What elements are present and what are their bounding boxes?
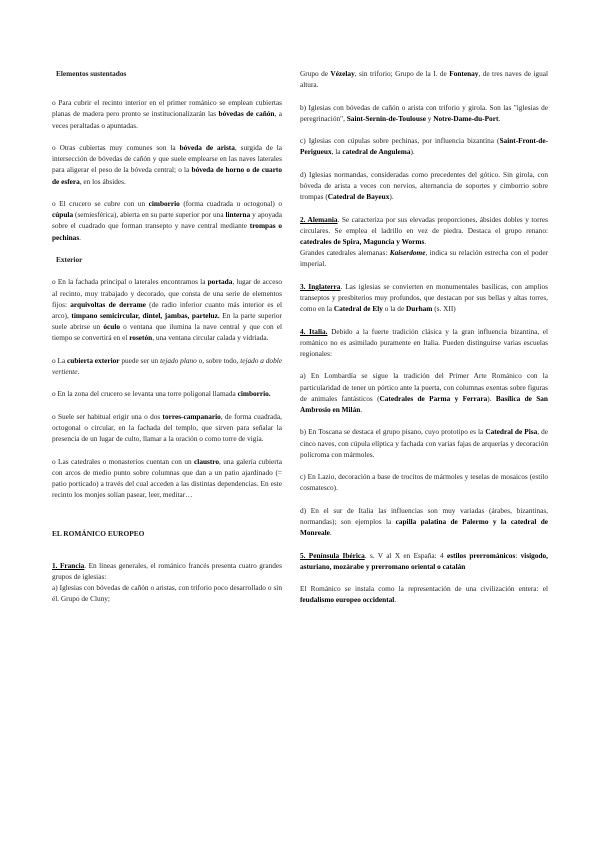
left-column [52,68,282,604]
paragraph-inglaterra: 3. Inglaterra. Las iglesias se convierten en monumentales basílicas, con amplios transeptos y presbiterios muy profundos, que destacan por sus bellas y altas torres, como en la Catedral de Ely o la de Durham (s. XII) [300,281,548,314]
paragraph-catedrales-alemanas: Grandes catedrales alemanas: Kaiserdome, indica su relación estrecha con el poder imperial. [300,248,548,269]
heading-elementos-sustentados: Elementos sustentados [56,69,127,78]
paragraph-francia-d: d) Iglesias normandas, consideradas como precedentes del gótico. Sin girola, con bóveda de arista a veces con nervios, alternancia de soportes y cimborrio sobre trompas (Catedral de Bayeux). [300,169,548,202]
paragraph-italia-d: d) En el sur de Italia las influencias son muy variadas (árabes, bizantinas, normandas); son ejemplos la capilla palatina de Palermo y la catedral de Monreale. [300,505,548,538]
paragraph-boveda-arista: o Otras cubiertas muy comunes son la bóveda de arista, surgida de la intersección de bóvedas de cañón y que suele emplearse en las naves laterales para aligerar el peso de la bóveda central; o la bóveda de horno o de cuarto de esfera, en los ábsides. [52,143,283,186]
right-column [300,68,548,606]
paragraph-cubierta-exterior: o La cubierta exterior puede ser un tejado plano o, sobre todo, tejado a doble vertiente. [52,355,282,376]
paragraph-italia-a: a) En Lombardía se sigue la tradición del Primer Arte Románico con la particularidad de tener un pórtico ante la puerta, con columnas exentas sobre figuras de animales fantásticos (Catedrales de Parma y Ferrara). Basílica de San Ambrosio en Milán. [300,371,548,414]
paragraph-peninsula-iberica: 5. Península Ibérica. s. V al X en España: 4 estilos prerrománicos: visigodo, asturiano, mozárabe y prerromano oriental o catalán [300,550,549,571]
paragraph-cubiertas-interior: o Para cubrir el recinto interior en el primer románico se emplean cubiertas planas de madera pero pronto se institucionalizarán las bóvedas de cañón, a veces peraltadas o apuntadas. [52,98,282,130]
paragraph-francia: 1. Francia. En líneas generales, el románico francés presenta cuatro grandes grupos de iglesias: [52,560,282,581]
paragraph-portada: o En la fachada principal o laterales encontramos la portada, lugar de acceso al recinto, muy trabajado y decorado, que consta de una serie de elementos fijos: arquivoltas de derrame (de radio inferior cuanto más interior es el arco), tímpano semicircular, dintel, jambas, parteluz. En la parte superior suele abrirse un óculo o ventana que ilumina la nave central y que con el tiempo se convertirá en el rosetón, una ventana circular calada y vidriada. [52,277,283,343]
paragraph-francia-c: c) Iglesias con cúpulas sobre pechinas, por influencia bizantina (Saint-Front-de-Perigueux, la catedral de Angulema). [300,136,548,157]
paragraph-italia-b: b) En Toscana se destaca el grupo pisano, cuyo prototipo es la Catedral de Pisa, de cinco naves, con cúpula elíptica y fachada con varias fajas de arquerías y decoración polícroma con mármoles. [300,427,549,459]
paragraph-romanico-civilizacion: El Románico se instala como la representación de una civilización entera: el feudalismo europeo occidental. [300,584,548,605]
paragraph-torres-campanario: o Suele ser habitual erigir una o dos torres-campanario, de forma cuadrada, octogonal o circular, en la fachada del templo, que sirven para señalar la presencia de un lugar de culto, llamar a la oración o como torre de vigía. [52,411,283,444]
paragraph-alemania: 2. Alemania. Se caracteriza por sus elevadas proporciones, ábsides dobles y torres circulares. Se emplea el ladrillo en vez de piedra. Destaca el grupo renano: catedrales de Spira, Maguncia y Worms. [300,214,549,246]
paragraph-torre-poligonal: o En la zona del crucero se levanta una torre poligonal llamada cimborrio. [52,389,271,399]
paragraph-crucero: o El crucero se cubre con un cimborrio (forma cuadrada u octogonal) o cúpula (semiesférica), abierta en su parte superior por una linterna y apoyada sobre el cuadrado que forman transepto y nave central mediante trompas o pechinas. [52,199,283,242]
paragraph-francia-a: a) Iglesias con bóvedas de cañón o aristas, con triforio poco desarrollado o sin él. Grupo de Cluny; [52,583,282,604]
paragraph-claustro: o Las catedrales o monasterios cuentan con un claustro, una galería cubierta con arcos de medio punto sobre columnas que dan a un patio ajardinado (= patio porticado) a través del cual acceden a las distintas dependencias. En este recinto los monjes solían pasear, leer, meditar… [52,456,282,500]
paragraph-italia-c: c) En Lazio, decoración a base de trocitos de mármoles y teselas de mosaicos (estilo cosmatesco). [300,472,548,493]
heading-romanico-europeo: EL ROMÁNICO EUROPEO [52,529,145,539]
heading-exterior: Exterior [56,255,83,264]
paragraph-francia-grupos: Grupo de Vézelay, sin triforio; Grupo de la I. de Fontenay, de tres naves de igual altura. [300,69,548,90]
paragraph-italia: 4. Italia. Debido a la fuerte tradición clásica y la gran influencia bizantina, el románico no es asimilado puramente en Italia. Pueden distinguirse varias escuelas regionales: [300,326,549,358]
paragraph-francia-b: b) Iglesias con bóvedas de cañón o arista con triforio y girola. Son las "iglesias de peregrinación", Saint-Sernin-de-Toulouse y Notre-Dame-du-Port. [300,102,548,123]
